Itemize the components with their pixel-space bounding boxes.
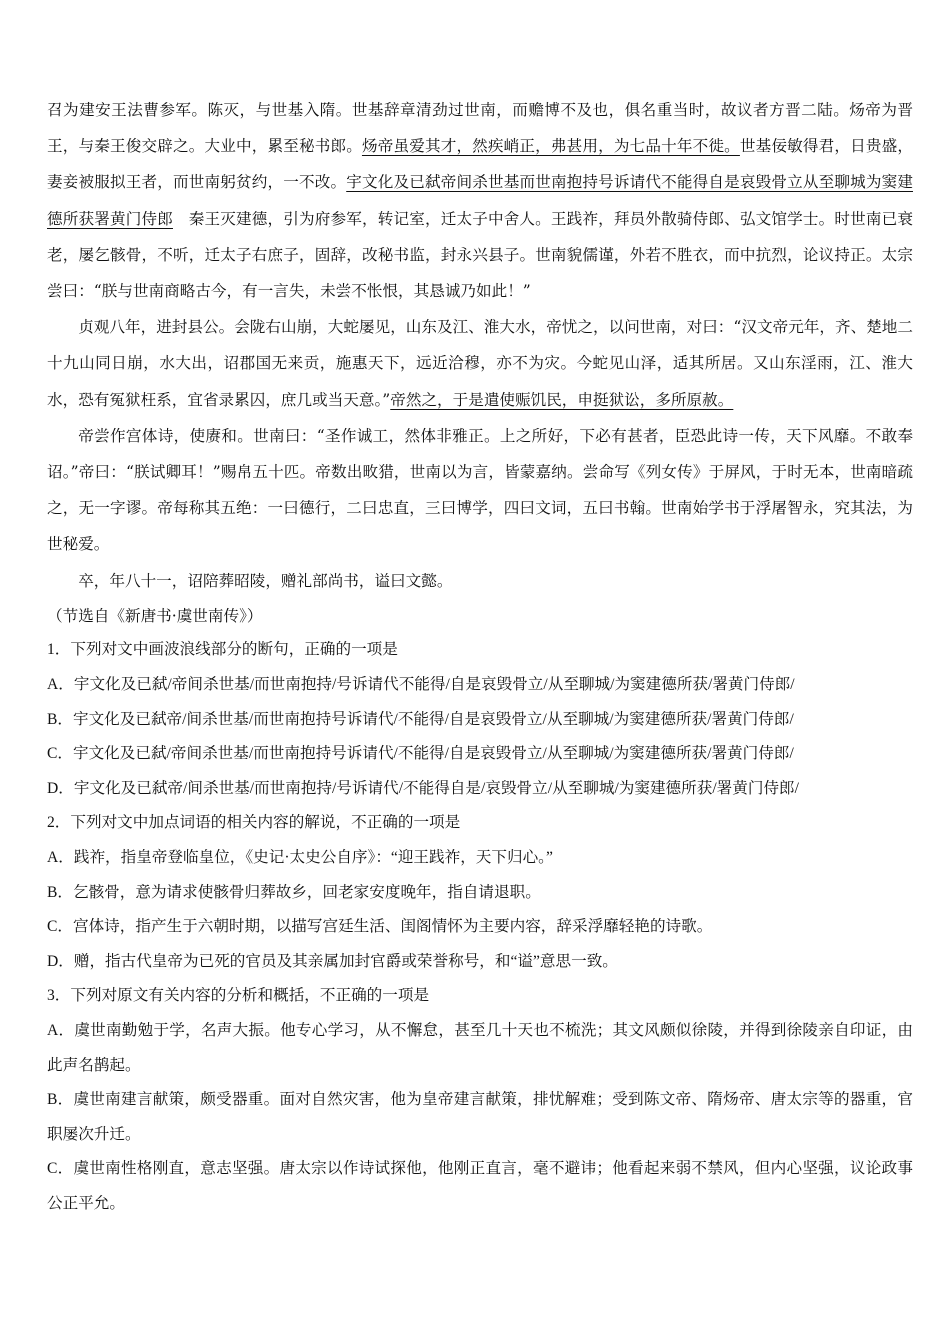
question-stem: 3．下列对原文有关内容的分析和概括，不正确的一项是 [47,987,430,1005]
question-1 [47,633,913,806]
passage-text: 秦王灭建德，引为府参军，转记室，迁太子中舍人。王践祚，拜员外散骑侍郎、弘文馆学士。时世南已衰老，屡乞骸骨，不听，迁太子右庶子，固辞，改秘书监，封永兴县子。世南貌儒谨，外若不胜衣，而中抗烈，论议持正。太宗尝曰：“朕与世南商略古今，有一言失，未尝不怅恨，其恳诚乃如此！” [47,209,913,301]
question-stem: 1．下列对文中画波浪线部分的断句，正确的一项是 [47,641,398,659]
wavy-underlined-passage: 宇文化及已弑帝间杀世基而世南抱持号诉请代不能得自是哀毁骨立从至聊城为窦建德所获署黄门侍郎 [47,173,913,228]
underlined-sentence: 帝然之，于是遣使赈饥民，申挺狱讼，多所原赦。 [390,390,734,409]
option-c: C．宫体诗，指产生于六朝时期，以描写宫廷生活、闺阁情怀为主要内容，辞采浮靡轻艳的诗歌。 [47,918,713,936]
option-c: C．宇文化及已弑/帝间杀世基/而世南抱持号诉请代/不能得/自是哀毁骨立/从至聊城/为窦建德所获/署黄门侍郎/ [47,745,794,763]
option-b: B．虞世南建言献策，颇受器重。面对自然灾害，他为皇帝建言献策，排忧解难；受到陈文帝、隋炀帝、唐太宗等的器重，官职屡次升迁。 [47,1091,913,1143]
source-citation: （节选自《新唐书·虞世南传》） [47,606,263,625]
option-b: B．宇文化及已弑帝/间杀世基/而世南抱持号诉请代/不能得/自是哀毁骨立/从至聊城/为窦建德所获/署黄门侍郎/ [47,710,794,728]
passage-paragraph-1 [47,92,913,309]
option-b: B．乞骸骨，意为请求使骸骨归葬故乡，回老家安度晚年，指自请退职。 [47,883,541,901]
passage-text: 召为建安王法曹参军。陈灭，与世基入隋。世基辞章清劲过世南，而赡博不及也，俱名重当时，故议者方晋二陆。炀帝为晋王，与秦王俊交辟之。大业中，累至秘书郎。 [47,101,913,156]
option-a: A．虞世南勤勉于学，名声大振。他专心学习，从不懈怠，甚至几十天也不梳洗；其文风颇似徐陵，并得到徐陵亲自印证，由此声名鹊起。 [47,1021,913,1074]
passage-paragraph-3: 帝尝作宫体诗，使赓和。世南曰：“圣作诚工，然体非雅正。上之所好，下必有甚者，臣恐此诗一传，天下风靡。不敢奉诏。”帝曰：“朕试卿耳！”赐帛五十匹。帝数出畋猎，世南以为言，皆蒙嘉纳。尝命写《列女传》于屏风，于时无本，世南暗疏之，无一字谬。帝每称其五绝：一曰德行，二曰忠直，三曰博学，四曰文词，五曰书翰。世南始学书于浮屠智永，究其法，为世秘爱。 [47,426,913,554]
option-d: D．宇文化及已弑帝/间杀世基/而世南抱持/号诉请代/不能得自是/哀毁骨立/从至聊城/为窦建德所获/署黄门侍郎/ [47,779,799,797]
passage-text: 贞观八年，进封县公。会陇右山崩，大蛇屡见，山东及江、淮大水，帝忧之，以问世南，对曰：“汉文帝元年，齐、楚地二十九山同日崩，水大出，诏郡国无来贡，施惠天下，远近洽穆，亦不为灾。今蛇见山泽，适其所居。又山东淫雨，江、淮大水，恐有冤狱枉系，宜省录累囚，庶几或当天意。” [47,318,913,409]
passage-paragraph-4: 卒，年八十一，诏陪葬昭陵，赠礼部尚书，谥曰文懿。 [78,571,453,590]
question-2 [47,806,913,979]
option-a: A．宇文化及已弑/帝间杀世基/而世南抱持/号诉请代不能得/自是哀毁骨立/从至聊城/为窦建德所获/署黄门侍郎/ [47,676,795,694]
question-stem: 2．下列对文中加点词语的相关内容的解说，不正确的一项是 [47,814,461,832]
underlined-sentence: 炀帝虽爱其才，然疾峭正，弗甚用，为七品十年不徙。 [361,137,740,156]
question-3 [47,979,913,1221]
passage-text: 世基佞敏得君，日贵盛，妻妾被服拟王者，而世南躬贫约，一不改。 [47,137,913,192]
option-c: C．虞世南性格刚直，意志坚强。唐太宗以作诗试探他，他刚正直言，毫不避讳；他看起来弱不禁风，但内心坚强，议论政事公正平允。 [47,1160,913,1212]
passage-paragraph-2 [47,309,913,418]
option-d: D．赠，指古代皇帝为已死的官员及其亲属加封官爵或荣誉称号，和“谥”意思一致。 [47,952,618,970]
option-a: A．践祚，指皇帝登临皇位，《史记·太史公自序》：“迎王践祚，天下归心。” [47,849,553,866]
document-page [47,92,913,1222]
